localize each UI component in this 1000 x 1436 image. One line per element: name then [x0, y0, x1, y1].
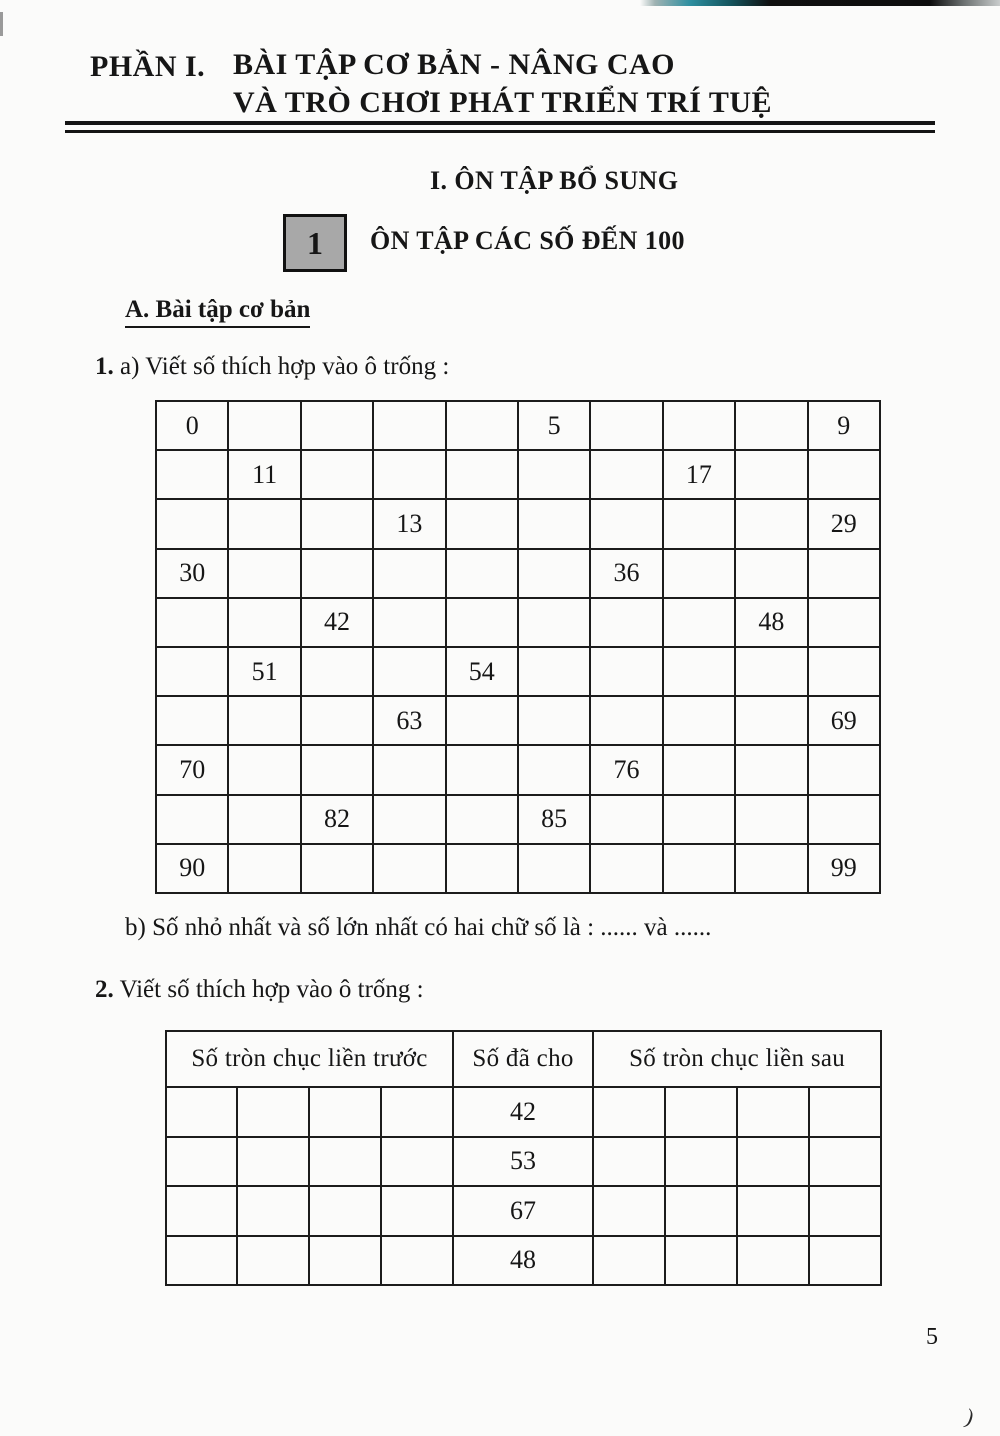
grid-cell-empty [735, 401, 807, 450]
number-grid-row [156, 499, 880, 548]
grid-cell-empty [228, 745, 300, 794]
exercise2-prompt-text: Viết số thích hợp vào ô trống : [119, 976, 424, 1003]
previous-round-ten-cell-empty [237, 1137, 309, 1187]
grid-cell-empty [156, 647, 228, 696]
next-round-ten-cell-empty [665, 1236, 737, 1286]
header-next-round-ten: Số tròn chục liền sau [593, 1031, 881, 1087]
grid-cell-empty [228, 598, 300, 647]
grid-cell-filled: 51 [228, 647, 300, 696]
exercise2-number: 2. [95, 976, 114, 1003]
scan-edge-strip [0, 0, 1000, 6]
grid-cell-filled: 70 [156, 745, 228, 794]
book-title-line2: VÀ TRÒ CHƠI PHÁT TRIỂN TRÍ TUỆ [233, 86, 773, 119]
grid-cell-empty [735, 450, 807, 499]
grid-cell-empty [808, 745, 880, 794]
next-round-ten-cell-empty [809, 1087, 881, 1137]
given-number-cell: 53 [453, 1137, 593, 1187]
exercise1-part-a-text: a) Viết số thích hợp vào ô trống : [120, 353, 450, 380]
previous-round-ten-cell-empty [381, 1137, 453, 1187]
previous-round-ten-cell-empty [381, 1236, 453, 1286]
grid-cell-empty [518, 745, 590, 794]
grid-cell-empty [156, 696, 228, 745]
grid-cell-empty [808, 549, 880, 598]
next-round-ten-cell-empty [737, 1087, 809, 1137]
grid-cell-empty [373, 450, 445, 499]
scan-edge-tick [0, 12, 3, 36]
previous-round-ten-cell-empty [166, 1087, 237, 1137]
number-grid-row [156, 745, 880, 794]
grid-cell-filled: 42 [301, 598, 373, 647]
grid-cell-empty [590, 696, 662, 745]
grid-cell-empty [446, 598, 518, 647]
grid-cell-empty [301, 401, 373, 450]
next-round-ten-cell-empty [809, 1137, 881, 1187]
grid-cell-empty [156, 598, 228, 647]
book-title-line1: BÀI TẬP CƠ BẢN - NÂNG CAO [233, 48, 675, 81]
part-label: PHẦN I. [90, 50, 206, 83]
grid-cell-empty [518, 450, 590, 499]
grid-cell-filled: 29 [808, 499, 880, 548]
header-given-number: Số đã cho [453, 1031, 593, 1087]
grid-cell-empty [663, 549, 735, 598]
round-table-header-row [166, 1031, 881, 1087]
previous-round-ten-cell-empty [309, 1236, 381, 1286]
next-round-ten-cell-empty [665, 1087, 737, 1137]
grid-cell-empty [301, 499, 373, 548]
exercise1-prompt-b [125, 914, 711, 942]
next-round-ten-cell-empty [665, 1186, 737, 1236]
grid-cell-filled: 82 [301, 795, 373, 844]
grid-cell-empty [808, 450, 880, 499]
grid-cell-empty [446, 696, 518, 745]
exercise1-part-b-text: b) Số nhỏ nhất và số lớn nhất có hai chữ số là : ...... và ...... [125, 914, 712, 941]
grid-cell-empty [590, 450, 662, 499]
grid-cell-empty [518, 647, 590, 696]
previous-round-ten-cell-empty [237, 1186, 309, 1236]
exercise1-number: 1. [95, 353, 114, 380]
round-table [165, 1030, 882, 1286]
grid-cell-empty [228, 549, 300, 598]
grid-cell-empty [301, 647, 373, 696]
grid-cell-filled: 76 [590, 745, 662, 794]
grid-cell-empty [373, 598, 445, 647]
given-number-cell: 67 [453, 1186, 593, 1236]
exercise1-prompt-a [95, 353, 449, 381]
number-grid-body [156, 401, 880, 893]
round-table-head [166, 1031, 881, 1087]
scan-corner-mark: ) [962, 1403, 978, 1430]
grid-cell-empty [735, 795, 807, 844]
lesson-number-box [283, 214, 347, 272]
grid-cell-filled: 36 [590, 549, 662, 598]
next-round-ten-cell-empty [593, 1137, 665, 1187]
grid-cell-empty [518, 844, 590, 893]
grid-cell-empty [301, 745, 373, 794]
grid-cell-filled: 0 [156, 401, 228, 450]
grid-cell-filled: 85 [518, 795, 590, 844]
grid-cell-empty [446, 450, 518, 499]
grid-cell-filled: 69 [808, 696, 880, 745]
grid-cell-empty [373, 844, 445, 893]
grid-cell-empty [301, 549, 373, 598]
grid-cell-filled: 11 [228, 450, 300, 499]
next-round-ten-cell-empty [593, 1087, 665, 1137]
round-table-row [166, 1186, 881, 1236]
grid-cell-empty [590, 795, 662, 844]
previous-round-ten-cell-empty [237, 1087, 309, 1137]
grid-cell-empty [663, 696, 735, 745]
grid-cell-empty [663, 745, 735, 794]
section-title: I. ÔN TẬP BỔ SUNG [430, 166, 679, 195]
grid-cell-empty [373, 795, 445, 844]
grid-cell-empty [590, 499, 662, 548]
grid-cell-empty [301, 450, 373, 499]
grid-cell-empty [446, 549, 518, 598]
given-number-cell: 48 [453, 1236, 593, 1286]
grid-cell-empty [590, 598, 662, 647]
grid-cell-empty [590, 647, 662, 696]
grid-cell-filled: 13 [373, 499, 445, 548]
grid-cell-empty [663, 499, 735, 548]
grid-cell-empty [373, 647, 445, 696]
grid-cell-empty [228, 795, 300, 844]
previous-round-ten-cell-empty [166, 1236, 237, 1286]
number-grid-row [156, 549, 880, 598]
grid-cell-empty [446, 499, 518, 548]
grid-cell-empty [446, 745, 518, 794]
round-table-row [166, 1236, 881, 1286]
number-grid-row [156, 647, 880, 696]
grid-cell-filled: 9 [808, 401, 880, 450]
previous-round-ten-cell-empty [309, 1137, 381, 1187]
grid-cell-empty [808, 795, 880, 844]
next-round-ten-cell-empty [737, 1236, 809, 1286]
header-previous-round-ten: Số tròn chục liền trước [166, 1031, 453, 1087]
grid-cell-empty [228, 499, 300, 548]
grid-cell-empty [373, 401, 445, 450]
previous-round-ten-cell-empty [166, 1137, 237, 1187]
previous-round-ten-cell-empty [381, 1087, 453, 1137]
round-table-body [166, 1087, 881, 1285]
grid-cell-empty [518, 598, 590, 647]
grid-cell-filled: 99 [808, 844, 880, 893]
exercise2-prompt [95, 976, 424, 1004]
next-round-ten-cell-empty [809, 1236, 881, 1286]
grid-cell-empty [808, 598, 880, 647]
grid-cell-empty [301, 696, 373, 745]
grid-cell-filled: 54 [446, 647, 518, 696]
grid-cell-empty [663, 401, 735, 450]
grid-cell-empty [735, 696, 807, 745]
grid-cell-empty [156, 450, 228, 499]
grid-cell-empty [663, 647, 735, 696]
grid-cell-empty [228, 696, 300, 745]
grid-cell-empty [663, 795, 735, 844]
number-grid-row [156, 696, 880, 745]
previous-round-ten-cell-empty [166, 1186, 237, 1236]
grid-cell-empty [446, 401, 518, 450]
lesson-title: ÔN TẬP CÁC SỐ ĐẾN 100 [370, 226, 685, 255]
grid-cell-empty [735, 647, 807, 696]
grid-cell-empty [228, 844, 300, 893]
grid-cell-empty [446, 844, 518, 893]
grid-cell-empty [518, 549, 590, 598]
grid-cell-empty [663, 844, 735, 893]
grid-cell-empty [301, 844, 373, 893]
subsection-title: A. Bài tập cơ bản [125, 296, 310, 328]
grid-cell-empty [373, 745, 445, 794]
grid-cell-empty [590, 844, 662, 893]
round-table-row [166, 1087, 881, 1137]
next-round-ten-cell-empty [665, 1137, 737, 1187]
lesson-number: 1 [307, 224, 323, 261]
number-grid-row [156, 844, 880, 893]
page-number: 5 [926, 1324, 938, 1350]
next-round-ten-cell-empty [593, 1186, 665, 1236]
grid-cell-empty [590, 401, 662, 450]
grid-cell-filled: 90 [156, 844, 228, 893]
grid-cell-empty [735, 549, 807, 598]
grid-cell-filled: 63 [373, 696, 445, 745]
grid-cell-empty [735, 499, 807, 548]
next-round-ten-cell-empty [737, 1137, 809, 1187]
grid-cell-empty [446, 795, 518, 844]
grid-cell-empty [518, 696, 590, 745]
next-round-ten-cell-empty [809, 1186, 881, 1236]
number-grid-row [156, 598, 880, 647]
number-grid-row [156, 450, 880, 499]
next-round-ten-cell-empty [737, 1186, 809, 1236]
previous-round-ten-cell-empty [237, 1236, 309, 1286]
grid-cell-empty [156, 499, 228, 548]
grid-cell-empty [518, 499, 590, 548]
grid-cell-empty [663, 598, 735, 647]
grid-cell-empty [373, 549, 445, 598]
previous-round-ten-cell-empty [381, 1186, 453, 1236]
number-grid-row [156, 795, 880, 844]
grid-cell-empty [735, 844, 807, 893]
number-grid [155, 400, 881, 894]
grid-cell-empty [228, 401, 300, 450]
round-table-row [166, 1137, 881, 1187]
grid-cell-filled: 17 [663, 450, 735, 499]
header-double-rule [65, 121, 935, 133]
grid-cell-empty [156, 795, 228, 844]
previous-round-ten-cell-empty [309, 1186, 381, 1236]
grid-cell-filled: 5 [518, 401, 590, 450]
number-grid-row [156, 401, 880, 450]
grid-cell-filled: 48 [735, 598, 807, 647]
grid-cell-filled: 30 [156, 549, 228, 598]
given-number-cell: 42 [453, 1087, 593, 1137]
next-round-ten-cell-empty [593, 1236, 665, 1286]
previous-round-ten-cell-empty [309, 1087, 381, 1137]
grid-cell-empty [808, 647, 880, 696]
grid-cell-empty [735, 745, 807, 794]
